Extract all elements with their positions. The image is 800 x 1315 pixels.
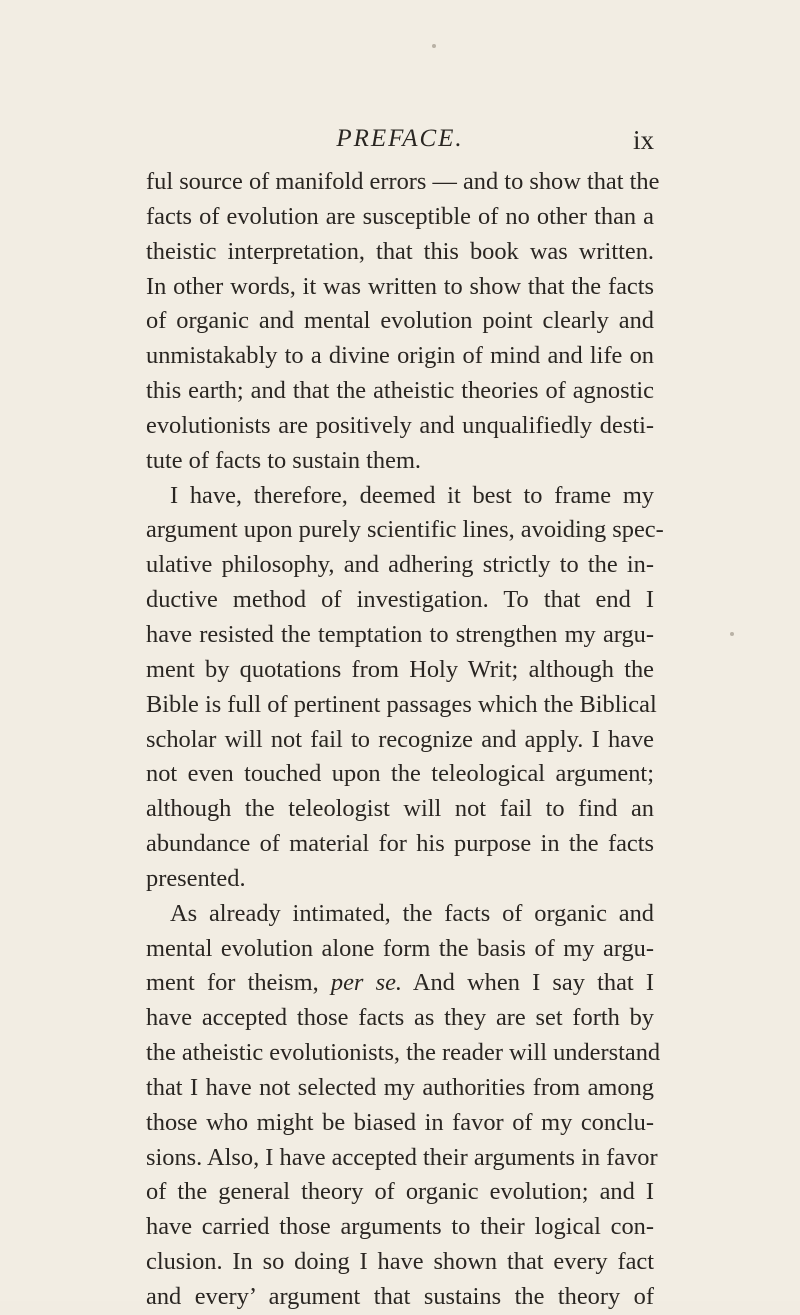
text-line: facts of evolution are susceptible of no other than a xyxy=(146,202,654,230)
text-segment: ment for theism, xyxy=(146,969,319,997)
text-line: have carried those arguments to their logical con- xyxy=(146,1213,654,1241)
text-line: the atheistic evolutionists, the reader will understand xyxy=(146,1039,661,1067)
paper-speck xyxy=(432,44,436,48)
running-head: PREFACE. xyxy=(336,125,464,152)
text-line: Bible is full of pertinent passages which the Biblical xyxy=(146,690,657,718)
text-line: In other words, it was written to show that the facts xyxy=(146,272,654,300)
paper-speck xyxy=(730,632,734,636)
text-line: scholar will not fail to recognize and apply. I have xyxy=(146,725,654,753)
text-line: I have, therefore, deemed it best to frame my xyxy=(170,481,654,509)
text-line: mental evolution alone form the basis of my argu- xyxy=(146,934,654,962)
text-line: sions. Also, I have accepted their arguments in favor xyxy=(146,1143,658,1171)
italic-phrase: per se. xyxy=(330,969,403,997)
body-text xyxy=(146,165,664,1315)
text-line: argument upon purely scientific lines, avoiding spec- xyxy=(146,516,664,544)
text-line: theistic interpretation, that this book was written. xyxy=(146,237,654,265)
text-line: of organic and mental evolution point clearly and xyxy=(146,307,654,335)
text-line: not even touched upon the teleological argument; xyxy=(146,760,654,788)
text-line: those who might be biased in favor of my conclu- xyxy=(146,1108,654,1136)
text-line: and every’ argument that sustains the theory of xyxy=(146,1283,654,1310)
text-line: that I have not selected my authorities from among xyxy=(146,1073,654,1101)
text-line-with-italic xyxy=(146,966,654,1001)
text-line: ment by quotations from Holy Writ; although the xyxy=(146,655,654,683)
text-line: have accepted those facts as they are set forth by xyxy=(146,1004,654,1032)
text-line: have resisted the temptation to strengthen my argu- xyxy=(146,620,654,648)
text-line: of the general theory of organic evolution; and I xyxy=(146,1178,654,1206)
text-line: evolutionists are positively and unqualifiedly desti- xyxy=(146,411,654,439)
text-line: abundance of material for his purpose in the facts xyxy=(146,830,654,858)
text-line: As already intimated, the facts of organic and xyxy=(170,899,654,927)
text-line: presented. xyxy=(146,864,246,892)
text-segment: And when I say that I xyxy=(412,969,654,997)
text-line: unmistakably to a divine origin of mind and life on xyxy=(146,342,654,370)
page-number: ix xyxy=(632,125,654,155)
text-line: tute of facts to sustain them. xyxy=(146,446,422,474)
text-line: clusion. In so doing I have shown that every fact xyxy=(146,1248,654,1276)
text-line: ful source of manifold errors — and to show that the xyxy=(146,168,660,195)
text-line: this earth; and that the atheistic theories of agnostic xyxy=(146,377,654,405)
page-header xyxy=(146,125,654,161)
text-line: ductive method of investigation. To that end I xyxy=(146,586,654,614)
text-line: ulative philosophy, and adhering strictly to the in- xyxy=(146,551,654,579)
text-line: although the teleologist will not fail to find an xyxy=(146,795,654,823)
